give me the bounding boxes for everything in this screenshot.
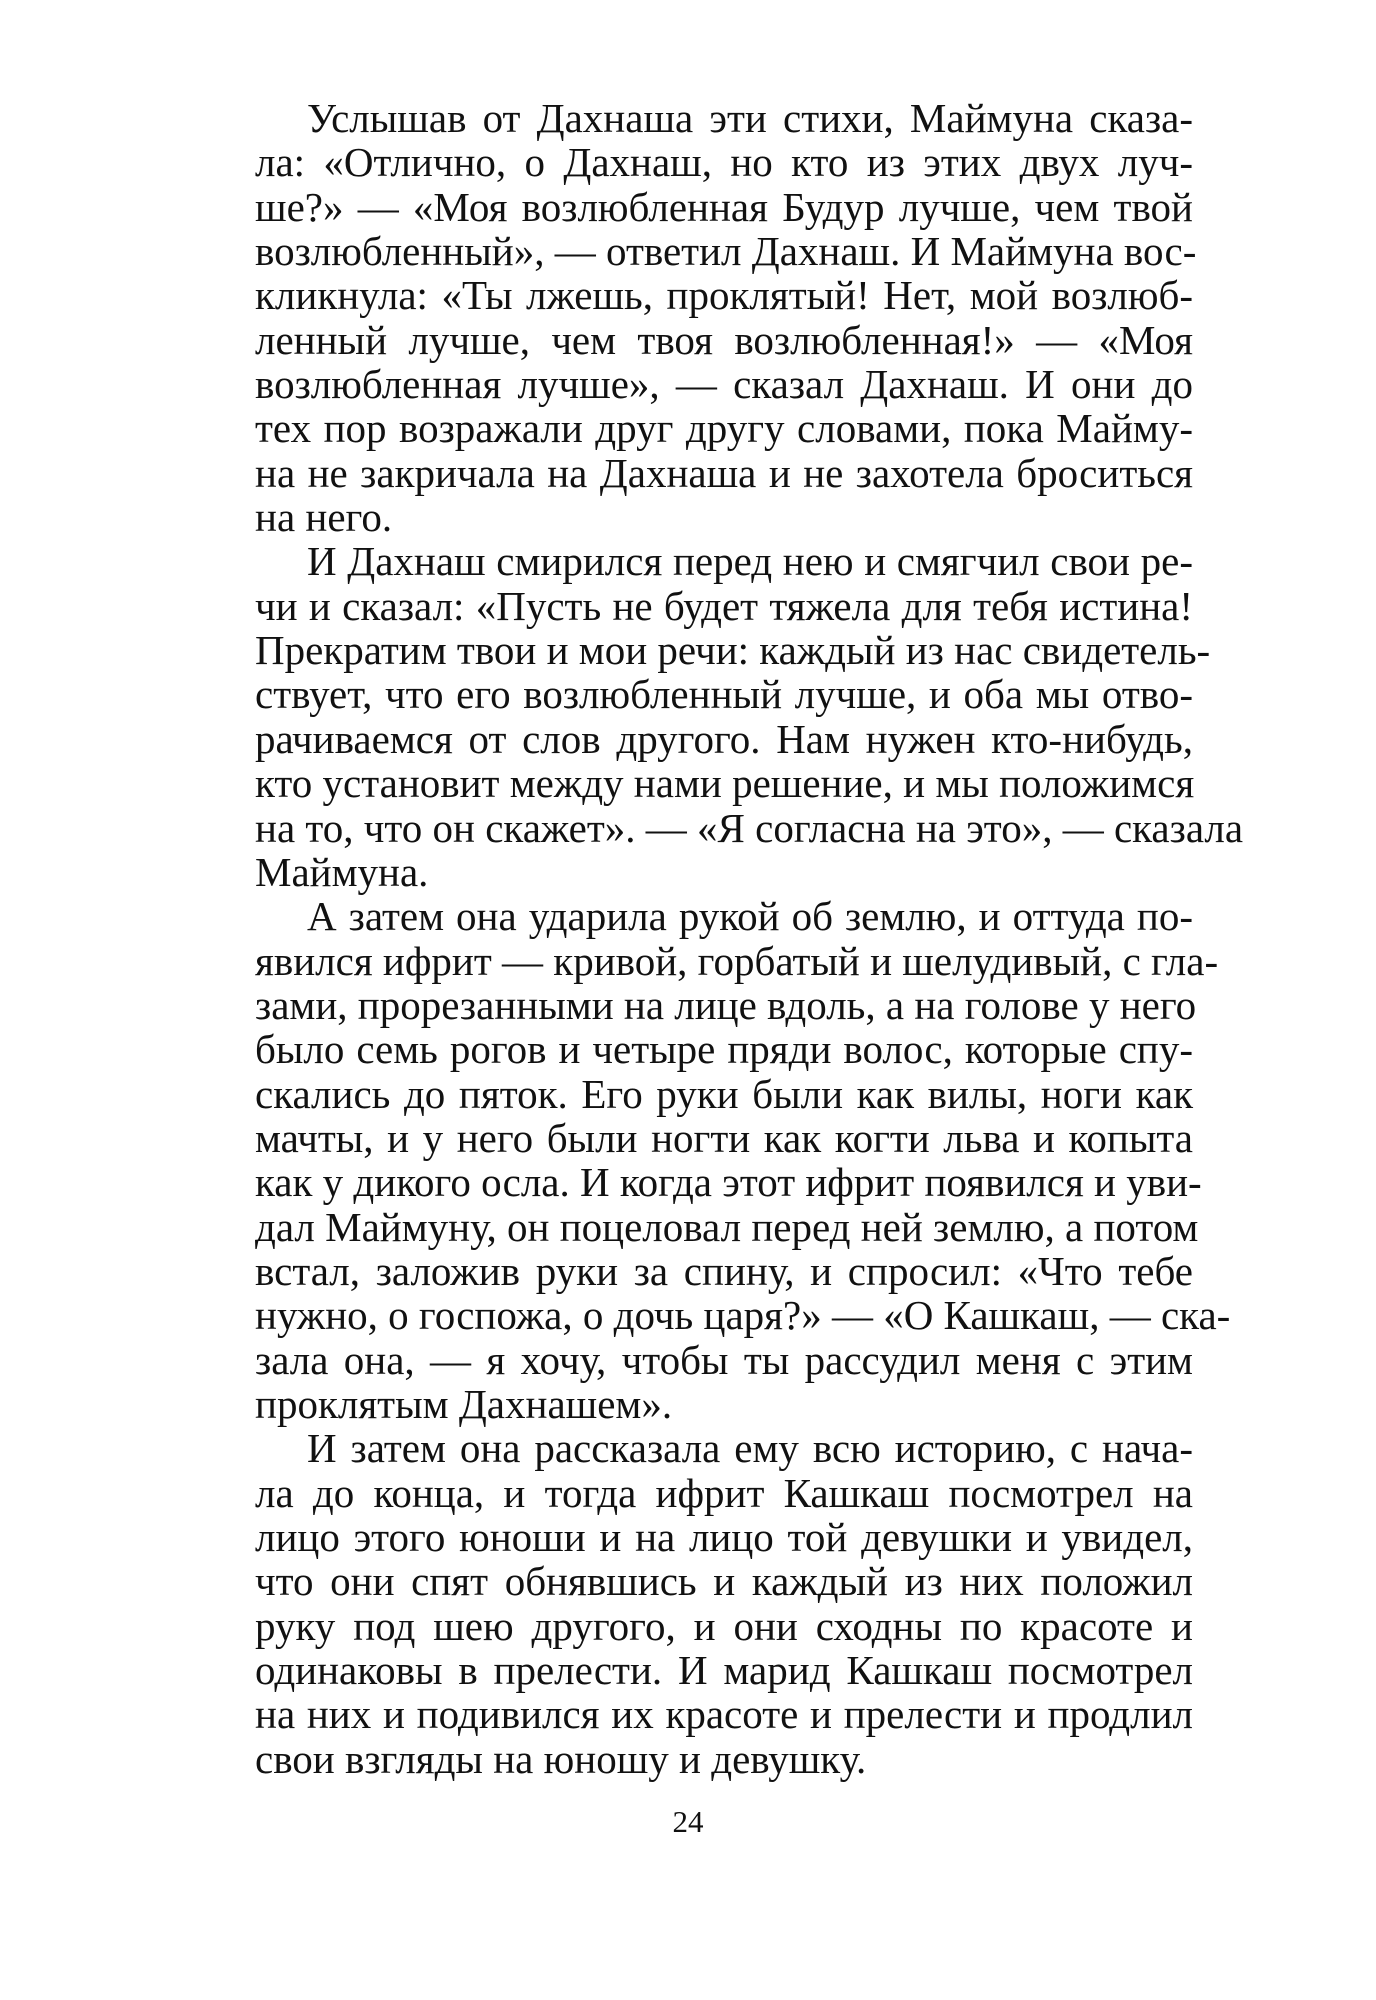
text-line: свои взгляды на юношу и девушку. — [255, 1735, 867, 1782]
text-line: возлюбленная лучше», — сказал Дахнаш. И они до — [255, 361, 1193, 408]
text-line: тех пор возражали друг другу словами, пока Майму- — [255, 405, 1193, 452]
text-line: нужно, о госпожа, о дочь царя?» — «О Кашкаш, — ска- — [255, 1292, 1231, 1339]
text-line: было семь рогов и четыре пряди волос, которые спу- — [255, 1026, 1193, 1073]
body-text — [255, 95, 1244, 1782]
text-line: мачты, и у него были ногти как когти льва и копыта — [255, 1114, 1193, 1161]
page-number: 24 — [672, 1804, 704, 1839]
text-line: Прекратим твои и мои речи: каждый из нас свидетель- — [255, 627, 1211, 674]
text-line: А затем она ударила рукой об землю, и оттуда по- — [307, 893, 1193, 940]
text-line: рачиваемся от слов другого. Нам нужен кто-нибудь, — [255, 715, 1193, 762]
text-line: Услышав от Дахнаша эти стихи, Маймуна сказа- — [307, 95, 1193, 141]
text-line: И затем она рассказала ему всю историю, с нача- — [307, 1425, 1193, 1472]
text-line: дал Маймуну, он поцеловал перед ней землю, а потом — [255, 1203, 1199, 1250]
text-line: ше?» — «Моя возлюбленная Будур лучше, чем твой — [255, 183, 1193, 230]
text-line: на них и подивился их красоте и прелести и продлил — [255, 1691, 1193, 1738]
text-line: кто установит между нами решение, и мы положимся — [255, 760, 1195, 807]
text-line: чи и сказал: «Пусть не будет тяжела для тебя истина! — [255, 582, 1193, 629]
text-line: кликнула: «Ты лжешь, проклятый! Нет, мой возлюб- — [255, 272, 1193, 319]
text-line: на то, что он скажет». — «Я согласна на это», — сказала — [255, 804, 1244, 851]
text-line: ствует, что его возлюбленный лучше, и оба мы отво- — [255, 671, 1193, 718]
text-line: зами, прорезанными на лице вдоль, а на голове у него — [255, 981, 1197, 1028]
text-line: проклятым Дахнашем». — [255, 1380, 673, 1427]
text-line: на него. — [255, 494, 393, 541]
text-line: одинаковы в прелести. И марид Кашкаш посмотрел — [255, 1647, 1193, 1694]
paragraph-2 — [255, 538, 1244, 895]
text-line: что они спят обнявшись и каждый из них положил — [255, 1558, 1193, 1605]
paragraph-4 — [255, 1426, 1193, 1781]
text-line: ла до конца, и тогда ифрит Кашкаш посмотрел на — [255, 1469, 1193, 1516]
text-line: возлюбленный», — ответил Дахнаш. И Маймуна вос- — [255, 228, 1197, 275]
text-line: явился ифрит — кривой, горбатый и шелудивый, с гла- — [255, 937, 1219, 984]
text-line: руку под шею другого, и они сходны по красоте и — [255, 1602, 1193, 1649]
text-line: зала она, — я хочу, чтобы ты рассудил меня с этим — [255, 1336, 1193, 1383]
paragraph-3 — [255, 893, 1231, 1427]
text-line: И Дахнаш смирился перед нею и смягчил свои ре- — [307, 538, 1193, 585]
text-line: встал, заложив руки за спину, и спросил: «Что тебе — [255, 1247, 1193, 1294]
text-line: ла: «Отлично, о Дахнаш, но кто из этих двух луч- — [255, 139, 1193, 186]
text-line: как у дикого осла. И когда этот ифрит появился и уви- — [255, 1159, 1202, 1206]
text-line: Маймуна. — [255, 848, 429, 895]
text-line: лицо этого юноши и на лицо той девушки и увидел, — [255, 1514, 1193, 1560]
text-line: ленный лучше, чем твоя возлюбленная!» — «Моя — [255, 316, 1193, 363]
text-line: на не закричала на Дахнаша и не захотела броситься — [255, 449, 1193, 496]
text-line: скались до пяток. Его руки были как вилы, ноги как — [255, 1070, 1193, 1117]
paragraph-1 — [255, 95, 1197, 541]
